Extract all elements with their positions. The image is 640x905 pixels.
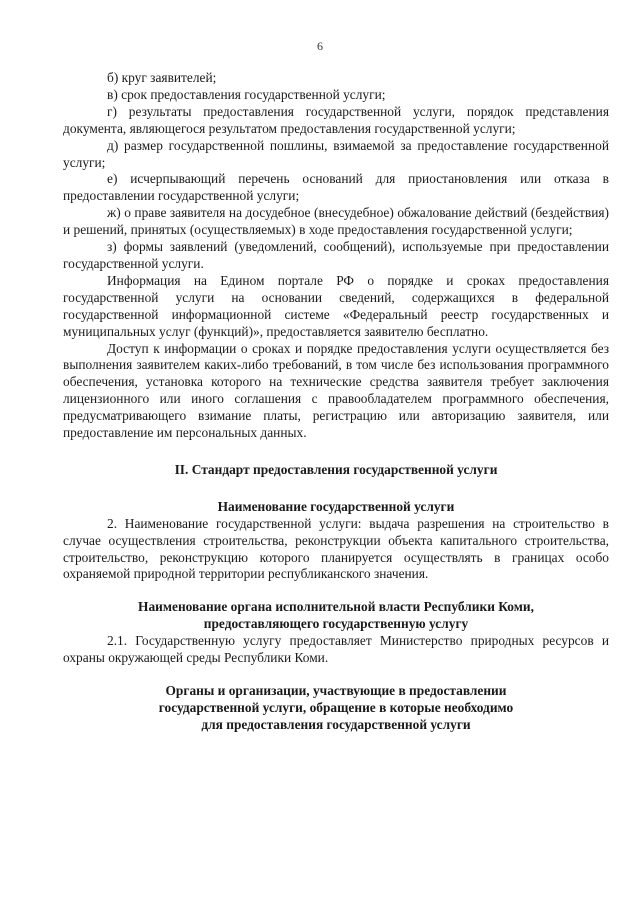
list-item: г) результаты предоставления государственной услуги, порядок представления документа, являющегося результатом предоставления государственной услуги; [63, 103, 609, 136]
list-item: ж) о праве заявителя на досудебное (внесудебное) обжалование действий (бездействия) и решений, принятых (осуществляемых) в ходе предоставления государственной услуги; [63, 205, 609, 238]
list-item: д) размер государственной пошлины, взимаемой за предоставление государственной услуги; [63, 137, 609, 170]
list-item: б) круг заявителей; [107, 70, 217, 85]
paragraph-portal-info: Информация на Едином портале РФ о порядке и сроках предоставления государственной услуги на основании сведений, содержащихся в федеральной государственной информационной системе «Федеральный реестр государственных и муниципальных услуг (функций)», предоставляется заявителю бесплатно. [63, 272, 609, 339]
paragraph-service-name: 2. Наименование государственной услуги: выдача разрешения на строительство в случае осуществления строительства, реконструкции объекта капитального строительства, строительство, реконструкцию которого планируется осуществлять в границах особо охраняемой природной территории республиканского значения. [63, 515, 609, 582]
heading-authority-line2: предоставляющего государственную услугу [203, 616, 469, 632]
paragraph-authority: 2.1. Государственную услугу предоставляет Министерство природных ресурсов и охраны окружающей среды Республики Коми. [63, 633, 609, 666]
heading-bodies-line3: для предоставления государственной услуги [201, 716, 471, 732]
document-body [63, 70, 609, 734]
heading-service-name: Наименование государственной услуги [217, 498, 455, 514]
heading-bodies-line1: Органы и организации, участвующие в предоставлении [165, 683, 507, 698]
list-item: з) формы заявлений (уведомлений, сообщений), используемые при предоставлении государственной услуги. [63, 239, 609, 271]
paragraph-access-info: Доступ к информации о сроках и порядке предоставления услуги осуществляется без выполнения заявителем каких-либо требований, в том числе без использования программного обеспечения, установка которого на технические средства заявителя требует заключения лицензионного или иного соглашения с правообладателем программного обеспечения, предусматривающего взимание платы, регистрацию или авторизацию заявителя, или предоставление им персональных данных. [63, 340, 609, 441]
section-title: II. Стандарт предоставления государственной услуги [174, 461, 498, 477]
heading-bodies-line2: государственной услуги, обращение в которые необходимо [158, 699, 514, 715]
list-item: в) срок предоставления государственной услуги; [107, 86, 386, 102]
page-number: 6 [317, 39, 323, 53]
list-item: е) исчерпывающий перечень оснований для приостановления или отказа в предоставлении государственной услуги; [63, 171, 609, 204]
heading-authority-line1: Наименование органа исполнительной власти Республики Коми, [138, 599, 534, 615]
